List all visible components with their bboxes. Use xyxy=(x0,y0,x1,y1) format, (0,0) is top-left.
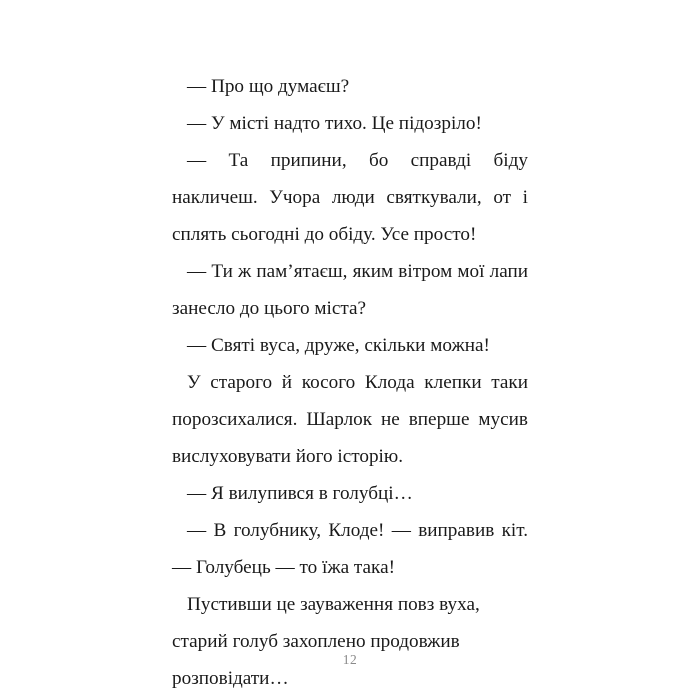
paragraph: — У місті надто тихо. Це підозріло! xyxy=(187,113,482,134)
paragraph: — Про що думаєш? xyxy=(187,76,350,97)
page-number: 12 xyxy=(342,652,358,667)
paragraph: — Та припини, бо справді біду накличеш. Учора люди святкували, от і сплять сьогодні до обіду. Усе просто! xyxy=(172,150,528,245)
paragraph: — Святі вуса, друже, скільки можна! xyxy=(187,335,490,356)
paragraph: — Я вилупився в голубці… xyxy=(187,483,413,504)
paragraph: — Ти ж пам’ятаєш, яким вітром мої лапи занесло до цього міста? xyxy=(172,261,528,319)
paragraph: Пустивши це зауваження повз вуха, старий голуб захоплено продовжив розповідати… xyxy=(172,594,480,689)
paragraph: — В голубнику, Клоде! — виправив кіт. — Голубець — то їжа така! xyxy=(172,520,528,578)
page-text-body xyxy=(172,68,528,697)
paragraph: У старого й косого Клода клепки таки порозсихалися. Шарлок не вперше мусив вислуховувати його історію. xyxy=(172,372,528,467)
